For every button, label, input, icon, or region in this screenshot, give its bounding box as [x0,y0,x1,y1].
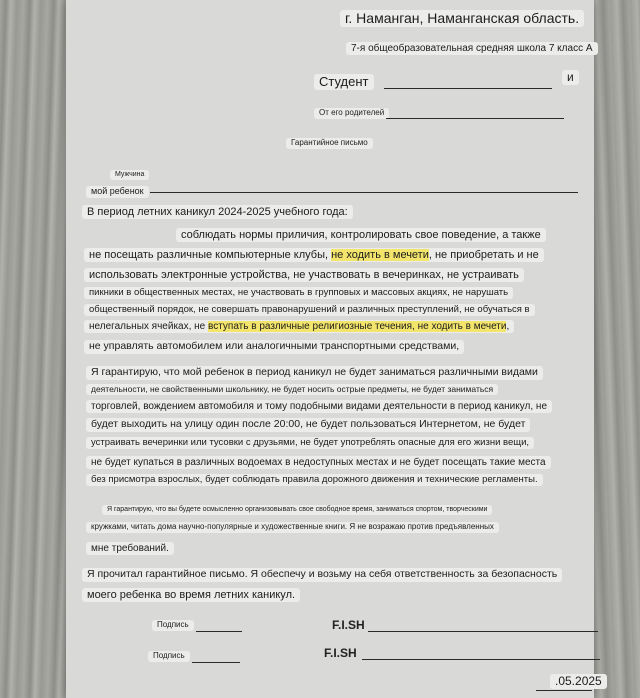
p2-line-4: будет выходить на улицу один после 20:00, не будет пользоваться Интернетом, не будет [86,418,530,432]
parents-name-line [386,118,564,119]
p1-line-7: не управлять автомобилем или аналогичными транспортными средствами, [84,340,464,354]
date-line [536,690,592,691]
p2-line-6: не будет купаться в различных водоемах в недоступных местах и не будет посещать такие места [86,456,551,469]
fish-line-2 [362,659,600,660]
p3-line-1: Я гарантирую, что вы будете осмысленно организовывать свое свободное время, заниматься спортом, творческими [102,505,492,515]
my-child-label: мой ребенок [86,186,149,198]
fish-line-1 [368,631,598,632]
date-label: .05.2025 [550,674,607,689]
p1-line-3: использовать электронные устройства, не участвовать в вечеринках, не устраивать [84,268,524,282]
and-label: и [562,70,579,85]
p4-line-1: Я прочитал гарантийное письмо. Я обеспечу и возьму на себя ответственность за безопасность [82,568,562,582]
p1-line-4: пикники в общественных местах, не участвовать в групповых и массовых акциях, не нарушать [84,287,513,299]
fish-label-1: F.I.SH [332,618,365,632]
p2-line-2: деятельности, не свойственными школьнику, не будет носить острые предметы, не будет заниматься [86,384,498,395]
intro-line: В период летних каникул 2024-2025 учебного года: [82,205,353,219]
wooden-table-left [0,0,72,698]
p2-line-7: без присмотра взрослых, будет соблюдать правила дорожного движения и технические регламенты. [86,474,543,486]
p4-line-2: моего ребенка во время летних каникул. [82,588,300,602]
signature-line-2 [192,662,240,663]
highlighted-religious-text: вступать в различные религиозные течения, не ходить в мечети [208,321,507,332]
signature-line-1 [196,631,242,632]
p1-line-2-text-c: , не приобретать и не [428,249,539,261]
signature-label-1: Подпись [152,620,194,631]
student-name-line [384,88,552,89]
p1-line-2-text-a: не посещать различные компьютерные клубы, [89,249,332,261]
p3-line-2: кружками, читать дома научно-популярные и художественные книги. Я не возражаю против предъявленных [86,522,499,533]
p2-line-5: устраивать вечеринки или тусовки с друзьями, не будет употреблять опасные для его жизни вещи, [86,437,534,449]
city-line: г. Наманган, Наманганская область. [340,10,584,27]
p1-line-6-text-c: , [506,321,510,332]
parents-label: От его родителей [314,108,389,119]
p1-line-5: общественный порядок, не совершать правонарушений и различных преступлений, не обучаться в [84,304,535,316]
p1-line-2 [84,248,544,262]
fish-label-2: F.I.SH [324,646,357,660]
school-line: 7-я общеобразовательная средняя школа 7 класс A [346,42,598,55]
child-name-line [150,192,578,193]
letter-title: Гарантийное письмо [286,138,373,149]
p1-line-6-text-a: нелегальных ячейках, не [89,321,209,332]
p2-line-1: Я гарантирую, что мой ребенок в период каникул не будет заниматься различными видами [86,366,543,380]
p3-line-3: мне требований. [86,542,174,555]
p1-line-1: соблюдать нормы приличия, контролировать свое поведение, а также [176,228,546,242]
student-label: Студент [314,74,374,90]
guarantee-letter-paper [66,0,602,698]
p2-line-3: торговлей, вождением автомобиля и тому подобными видами деятельности в период каникул, не [86,400,552,413]
gender-label: Мужчина [110,170,149,180]
highlighted-mosque-text: не ходить в мечети [331,249,429,261]
signature-label-2: Подпись [148,651,190,662]
p1-line-6 [84,320,514,333]
